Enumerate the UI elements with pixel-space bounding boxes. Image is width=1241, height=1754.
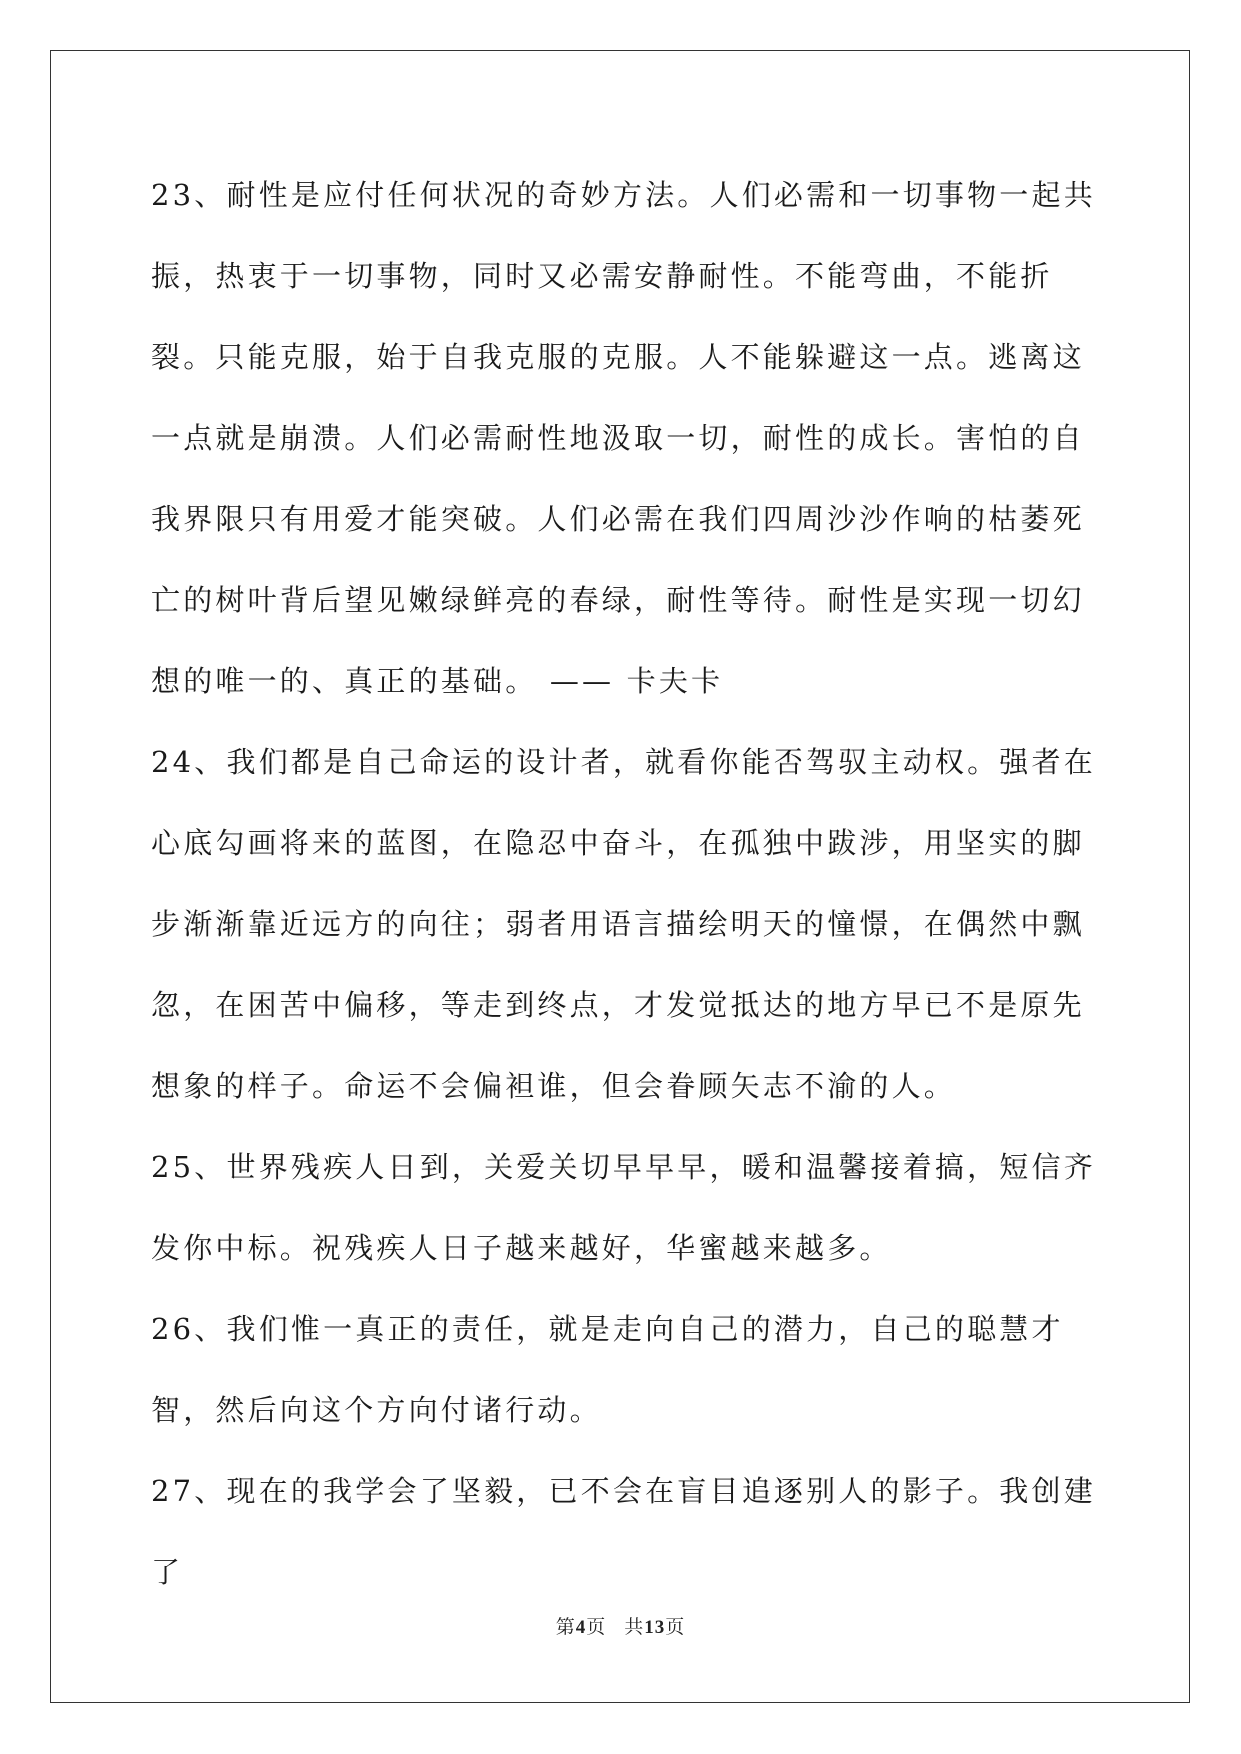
page-footer (0, 1612, 1241, 1639)
paragraph-25: 25、世界残疾人日到，关爱关切早早早，暖和温馨接着搞，短信齐发你中标。祝残疾人日子越来越好，华蜜越来越多。 (151, 1150, 1096, 1265)
page-number: 4 (575, 1617, 587, 1638)
total-prefix: 共 (624, 1616, 645, 1638)
paragraph-26: 26、我们惟一真正的责任，就是走向自己的潜力，自己的聪慧才智，然后向这个方向付诸行动。 (151, 1312, 1064, 1427)
paragraph-27: 27、现在的我学会了坚毅，已不会在盲目追逐别人的影子。我创建了 (151, 1474, 1096, 1589)
document-body (151, 155, 1111, 1613)
total-suffix: 页 (665, 1616, 686, 1638)
paragraph-23: 23、耐性是应付任何状况的奇妙方法。人们必需和一切事物一起共振，热衷于一切事物，同时又必需安静耐性。不能弯曲，不能折裂。只能克服，始于自我克服的克服。人不能躲避这一点。逃离这一点就是崩溃。人们必需耐性地汲取一切，耐性的成长。害怕的自我界限只有用爱才能突破。人们必需在我们四周沙沙作响的枯萎死亡的树叶背后望见嫩绿鲜亮的春绿，耐性等待。耐性是实现一切幻想的唯一的、真正的基础。 —— 卡夫卡 (151, 178, 1096, 698)
paragraph-24: 24、我们都是自己命运的设计者，就看你能否驾驭主动权。强者在心底勾画将来的蓝图，在隐忍中奋斗，在孤独中跋涉，用坚实的脚步渐渐靠近远方的向往；弱者用语言描绘明天的憧憬，在偶然中飘忽，在困苦中偏移，等走到终点，才发觉抵达的地方早已不是原先想象的样子。命运不会偏袒谁，但会眷顾矢志不渝的人。 (151, 745, 1096, 1103)
total-pages: 13 (644, 1617, 666, 1638)
page-prefix: 第 (555, 1616, 576, 1638)
page-suffix: 页 (586, 1616, 607, 1638)
